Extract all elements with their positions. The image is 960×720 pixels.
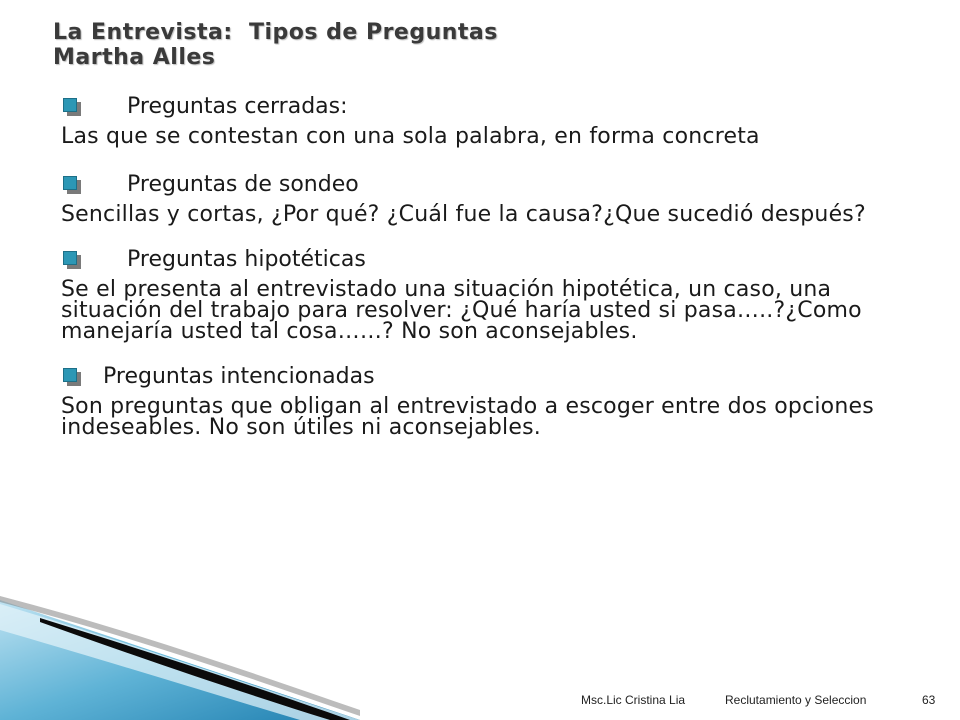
slide-title (53, 20, 753, 70)
square-bullet-icon (63, 368, 81, 386)
bullet-item-intencionadas (61, 362, 881, 392)
bullet-description: Sencillas y cortas, ¿Por qué? ¿Cuál fue la causa?¿Que sucedió después? (61, 202, 866, 227)
bullet-heading: Preguntas de sondeo (127, 172, 359, 197)
footer-course: Reclutamiento y Seleccion (725, 693, 867, 707)
bullet-heading: Preguntas hipotéticas (127, 247, 366, 272)
bullet-item-cerradas (61, 92, 881, 122)
bullet-description: Son preguntas que obligan al entrevistado a escoger entre dos opciones indeseables. No son útiles ni aconsejables. (61, 394, 874, 440)
square-bullet-icon (63, 251, 81, 269)
slide-content (61, 92, 881, 458)
bullet-description: Se el presenta al entrevistado una situación hipotética, un caso, una situación del trabajo para resolver: ¿Qué haría usted si pasa…..?¿Como manejaría usted tal cosa……? No son aconsejables. (61, 277, 862, 344)
bullet-description: Las que se contestan con una sola palabra, en forma concreta (61, 124, 760, 149)
blue-swoosh-shape (0, 600, 360, 720)
bullet-heading: Preguntas cerradas: (127, 94, 348, 119)
footer-page-number: 63 (922, 693, 936, 707)
bullet-heading: Preguntas intencionadas (103, 364, 375, 389)
slide-title-line-2: Martha Alles (53, 45, 216, 70)
footer-author: Msc.Lic Cristina Lia (581, 693, 686, 707)
slide-title-line-1: La Entrevista: Tipos de Preguntas (53, 20, 498, 45)
bullet-item-hipoteticas (61, 245, 881, 275)
square-bullet-icon (63, 98, 81, 116)
square-bullet-icon (63, 176, 81, 194)
bullet-item-sondeo (61, 170, 881, 200)
